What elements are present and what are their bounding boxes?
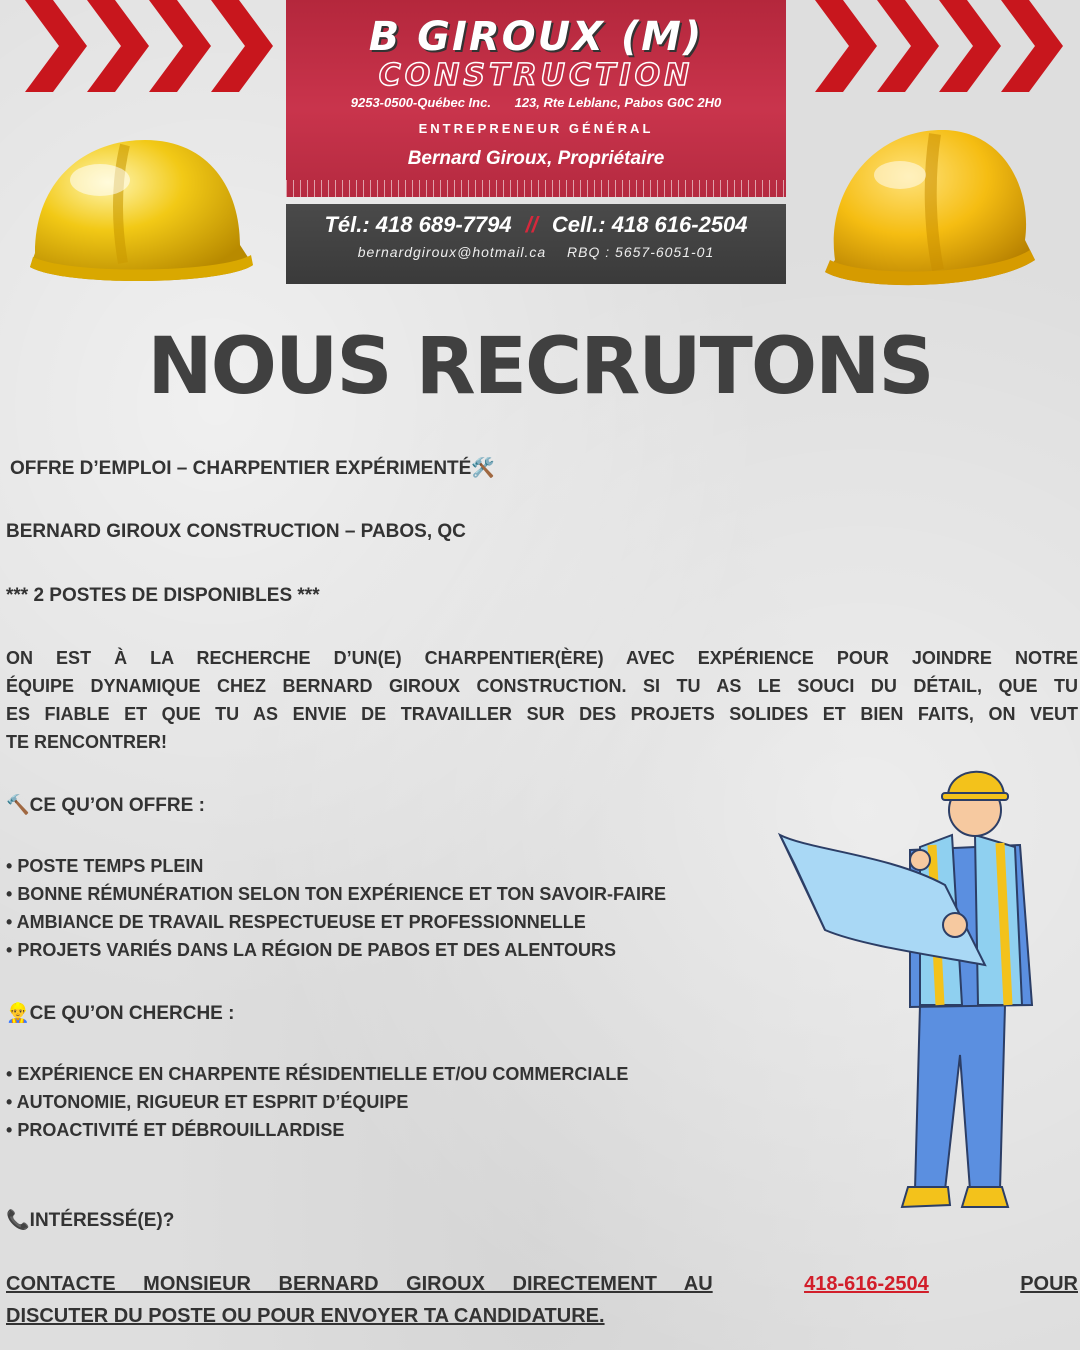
- card-phone-line: [286, 212, 786, 238]
- list-item: • PROJETS VARIÉS DANS LA RÉGION DE PABOS ET DES ALENTOURS: [6, 936, 1078, 964]
- contact-heading-text: INTÉRESSÉ(E)?: [29, 1210, 175, 1231]
- hammer-icon: 🔨: [6, 795, 30, 816]
- list-item: • BONNE RÉMUNÉRATION SELON TON EXPÉRIENCE ET TON SAVOIR-FAIRE: [6, 880, 1078, 908]
- hard-hat-icon: [820, 120, 1040, 290]
- intro-line: TE RENCONTRER!: [6, 732, 167, 752]
- intro-line: ON EST À LA RECHERCHE D’UN(E) CHARPENTIER(ÈRE) AVEC EXPÉRIENCE POUR JOINDRE NOTRE: [6, 648, 1078, 668]
- rbq-number: RBQ : 5657-6051-01: [567, 244, 715, 260]
- company-address-line: [286, 95, 786, 110]
- tools-icon: 🛠️: [471, 458, 495, 479]
- phone-separator: //: [525, 212, 538, 237]
- company-logo-subtext: CONSTRUCTION: [378, 58, 694, 93]
- office-phone: Tél.: 418 689-7794: [324, 212, 512, 237]
- company-address: 123, Rte Leblanc, Pabos G0C 2H0: [514, 95, 722, 110]
- positions-available: *** 2 POSTES DE DISPONIBLES ***: [6, 585, 320, 606]
- seeks-heading-text: CE QU’ON CHERCHE :: [29, 1003, 235, 1024]
- list-item: • PROACTIVITÉ ET DÉBROUILLARDISE: [6, 1116, 1078, 1144]
- offers-heading-text: CE QU’ON OFFRE :: [29, 795, 205, 816]
- company-location-line: BERNARD GIROUX CONSTRUCTION – PABOS, QC: [6, 521, 466, 542]
- construction-worker-illustration: [770, 755, 1050, 1225]
- list-item: • AUTONOMIE, RIGUEUR ET ESPRIT D’ÉQUIPE: [6, 1088, 1078, 1116]
- page-title: NOUS RECRUTONS: [147, 322, 933, 412]
- intro-line: ES FIABLE ET QUE TU AS ENVIE DE TRAVAILLER SUR DES PROJETS SOLIDES ET BIEN FAITS, ON VEUT: [6, 704, 1078, 724]
- list-item: • POSTE TEMPS PLEIN: [6, 852, 1078, 880]
- list-item: • AMBIANCE DE TRAVAIL RESPECTUEUSE ET PROFESSIONNELLE: [6, 908, 1078, 936]
- construction-worker-icon: 👷‍♂️: [6, 1003, 30, 1024]
- ruler-decoration: [286, 180, 786, 197]
- intro-paragraph: [6, 644, 1078, 756]
- contact-paragraph: [6, 1268, 1078, 1332]
- contact-phone-link[interactable]: 418-616-2504: [804, 1273, 929, 1295]
- chevron-arrows-left-icon: [25, 0, 275, 92]
- contact-line-2: DISCUTER DU POSTE OU POUR ENVOYER TA CANDIDATURE.: [6, 1305, 605, 1327]
- card-email-line: [286, 244, 786, 260]
- chevron-arrows-right-icon: [815, 0, 1065, 92]
- list-item: • EXPÉRIENCE EN CHARPENTE RÉSIDENTIELLE ET/OU COMMERCIALE: [6, 1060, 1078, 1088]
- intro-line: ÉQUIPE DYNAMIQUE CHEZ BERNARD GIROUX CONSTRUCTION. SI TU AS LE SOUCI DU DÉTAIL, QUE TU: [6, 676, 1078, 696]
- job-offer-heading: [10, 456, 1080, 480]
- company-logo-text: B GIROUX (M): [368, 14, 704, 60]
- business-card: [286, 0, 786, 284]
- contact-line-1: [6, 1268, 1078, 1300]
- cell-phone: Cell.: 418 616-2504: [551, 212, 748, 237]
- company-role: ENTREPRENEUR GÉNÉRAL: [418, 121, 654, 136]
- hard-hat-icon: [25, 135, 260, 290]
- job-offer-heading-text: OFFRE D’EMPLOI – CHARPENTIER EXPÉRIMENTÉ: [10, 458, 472, 479]
- email-address: bernardgiroux@hotmail.ca: [357, 244, 547, 260]
- company-registration: 9253-0500-Québec Inc.: [350, 95, 491, 110]
- telephone-icon: 📞: [6, 1210, 30, 1231]
- contact-text: CONTACTE MONSIEUR BERNARD GIROUX DIRECTEMENT AU: [6, 1273, 713, 1295]
- contact-text-after: POUR: [1020, 1273, 1078, 1295]
- owner-name: Bernard Giroux, Propriétaire: [407, 148, 665, 169]
